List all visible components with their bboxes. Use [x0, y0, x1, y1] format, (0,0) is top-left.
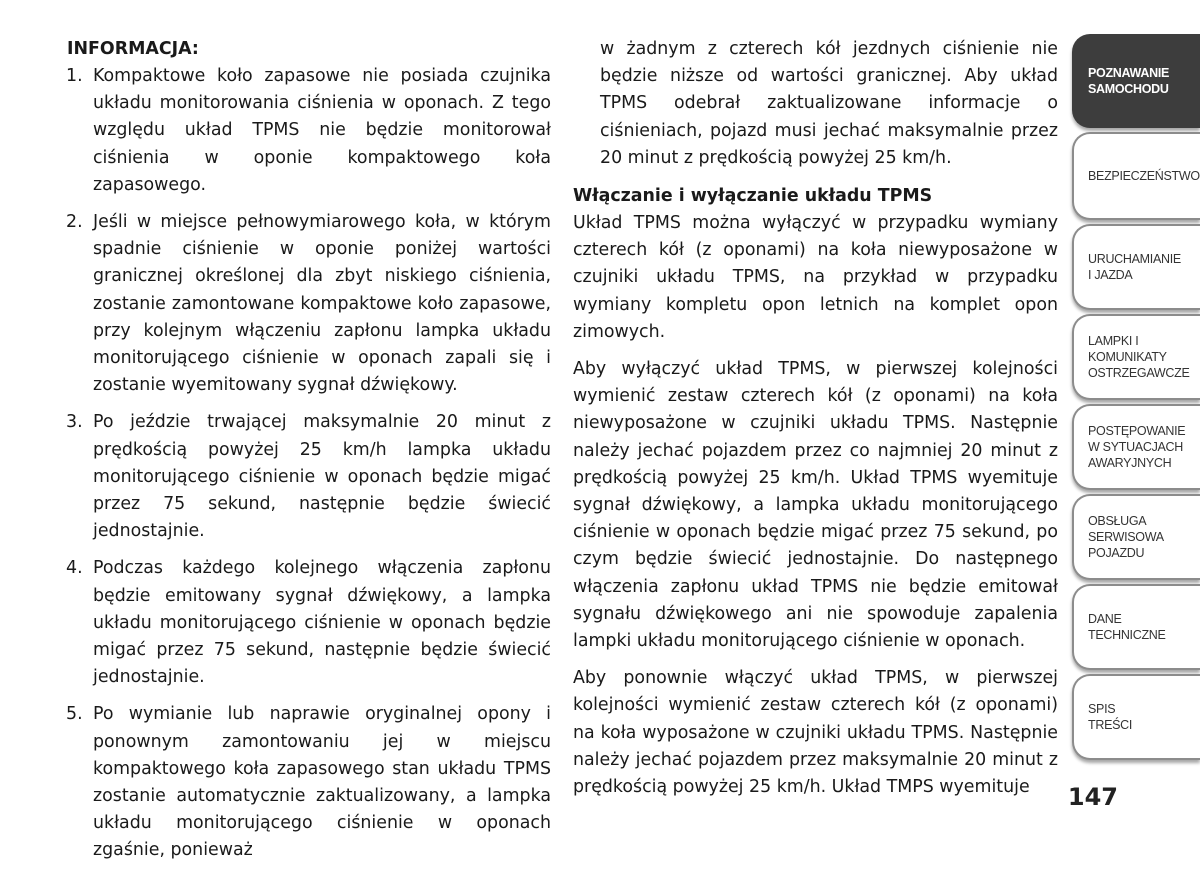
list-item — [66, 701, 551, 864]
continued-list-text: w żadnym z czterech kół jezdnych ciśnienie nie będzie niższe od wartości granicznej. Aby układ TPMS odebrał zaktualizowane informacje o ciśnieniach, pojazd musi jechać maksymalnie przez 20 minut z prędkością powyżej 25 km/h. — [600, 39, 1058, 168]
left-column — [66, 36, 551, 875]
tab-label-line: I JAZDA — [1088, 268, 1133, 282]
tab-postepowanie-w-sytuacjach[interactable] — [1072, 404, 1200, 490]
list-item — [66, 409, 551, 545]
info-list — [66, 63, 551, 865]
info-heading: INFORMACJA: — [67, 39, 199, 59]
tab-obsluga-serwisowa[interactable] — [1072, 494, 1200, 580]
list-item — [66, 555, 551, 691]
paragraph: Aby ponownie włączyć układ TPMS, w pierwszej kolejności wymienić zestaw czterech kół (z oponami) na koła wyposażone w czujniki układu TPMS. Następnie należy jechać pojazdem przez maksymalnie 20 minut z prędkością powyżej 25 km/h. Układ TMPS wyemituje — [573, 668, 1058, 798]
tab-label-line: KOMUNIKATY — [1088, 350, 1167, 364]
list-number: 5. — [66, 704, 83, 725]
tab-label-line: SERWISOWA — [1088, 530, 1164, 544]
tab-label-line: POSTĘPOWANIE — [1088, 424, 1186, 438]
list-text: Po wymianie lub naprawie oryginalnej opony i ponownym zamontowaniu jej w miejscu kompaktowego koła zapasowego stan układu TPMS zostanie automatycznie zaktualizowany, a lampka układu monitorującego ciśnienie w oponach zgaśnie, ponieważ — [93, 704, 551, 861]
section-title: Włączanie i wyłączanie układu TPMS — [573, 186, 933, 207]
tab-label-line: TECHNICZNE — [1088, 628, 1166, 642]
right-column — [573, 36, 1058, 811]
list-number: 2. — [66, 212, 83, 233]
list-number: 4. — [66, 558, 83, 579]
paragraph: Układ TPMS można wyłączyć w przypadku wymiany czterech kół (z oponami) na koła niewyposażone w czujniki układu TPMS, na przykład w przypadku wymiany kompletu opon letnich na komplet opon zimowych. — [573, 213, 1058, 342]
chapter-tabs — [1072, 34, 1200, 764]
tab-spis-tresci[interactable] — [1072, 674, 1200, 760]
tab-label-line: SPIS — [1088, 702, 1116, 716]
tab-label-line: OBSŁUGA — [1088, 514, 1147, 528]
list-number: 1. — [66, 66, 83, 86]
tab-dane-techniczne[interactable] — [1072, 584, 1200, 670]
list-item — [66, 209, 551, 399]
paragraph: Aby wyłączyć układ TPMS, w pierwszej kolejności wymienić zestaw czterech kół (z oponami) na koła niewyposażone w czujniki układu TPMS. Następnie należy jechać pojazdem przez co najmniej 20 minut z prędkością powyżej 25 km/h. Układ TPMS wyemituje sygnał dźwiękowy, a lampka układu monitorującego ciśnienie w oponach będzie migać przez 75 sekund, po czym będzie świecić jednostajnie. Do następnego włączenia zapłonu układ TPMS nie będzie emitował sygnału dźwiękowego ani nie spowoduje zapalenia lampki układu monitorującego ciśnienie w oponach. — [573, 359, 1058, 652]
page-number: 147 — [1067, 783, 1118, 811]
list-number: 3. — [66, 412, 83, 433]
list-text: Kompaktowe koło zapasowe nie posiada czujnika układu monitorowania ciśnienia w oponach. Z tego względu układ TPMS nie będzie monitorował ciśnienia w oponie kompaktowego koła zapasowego. — [93, 66, 551, 195]
tab-label-line: BEZPIECZEŃSTWO — [1088, 169, 1200, 183]
tab-bezpieczenstwo[interactable] — [1072, 132, 1200, 220]
tab-label-line: OSTRZEGAWCZE — [1088, 366, 1190, 380]
list-text: Podczas każdego kolejnego włączenia zapłonu będzie emitowany sygnał dźwiękowy, a lampka układu monitorującego ciśnienie w oponach będzie migać przez 75 sekund, następnie będzie świecić jednostajnie. — [93, 558, 551, 688]
tab-uruchamianie-i-jazda[interactable] — [1072, 224, 1200, 310]
list-text: Po jeździe trwającej maksymalnie 20 minut z prędkością powyżej 25 km/h lampka układu monitorującego ciśnienie w oponach będzie migać przez 75 sekund, następnie będzie świecić jednostajnie. — [93, 412, 551, 542]
tab-label-line: W SYTUACJACH — [1088, 440, 1184, 454]
tab-label-line: URUCHAMIANIE — [1088, 252, 1181, 266]
list-item — [66, 63, 551, 199]
tab-lampki-i-komunikaty[interactable] — [1072, 314, 1200, 400]
tab-label-line: AWARYJNYCH — [1088, 456, 1172, 470]
tab-label-line: POZNAWANIE — [1088, 66, 1170, 80]
tab-label-line: LAMPKI I — [1088, 334, 1139, 348]
tab-label-line: DANE — [1088, 612, 1122, 626]
tab-label-line: SAMOCHODU — [1088, 82, 1169, 96]
tab-label-line: POJAZDU — [1088, 546, 1145, 560]
tab-poznawanie-samochodu[interactable] — [1072, 34, 1200, 128]
list-text: Jeśli w miejsce pełnowymiarowego koła, w którym spadnie ciśnienie w oponie poniżej wartości granicznej określonej dla zbyt niskiego ciśnienia, zostanie zamontowane kompaktowe koło zapasowe, przy kolejnym włączeniu zapłonu lampka układu monitorującego ciśnienie w oponach zapali się i zostanie wyemitowany sygnał dźwiękowy. — [93, 212, 551, 396]
tab-label-line: TREŚCI — [1088, 718, 1133, 732]
